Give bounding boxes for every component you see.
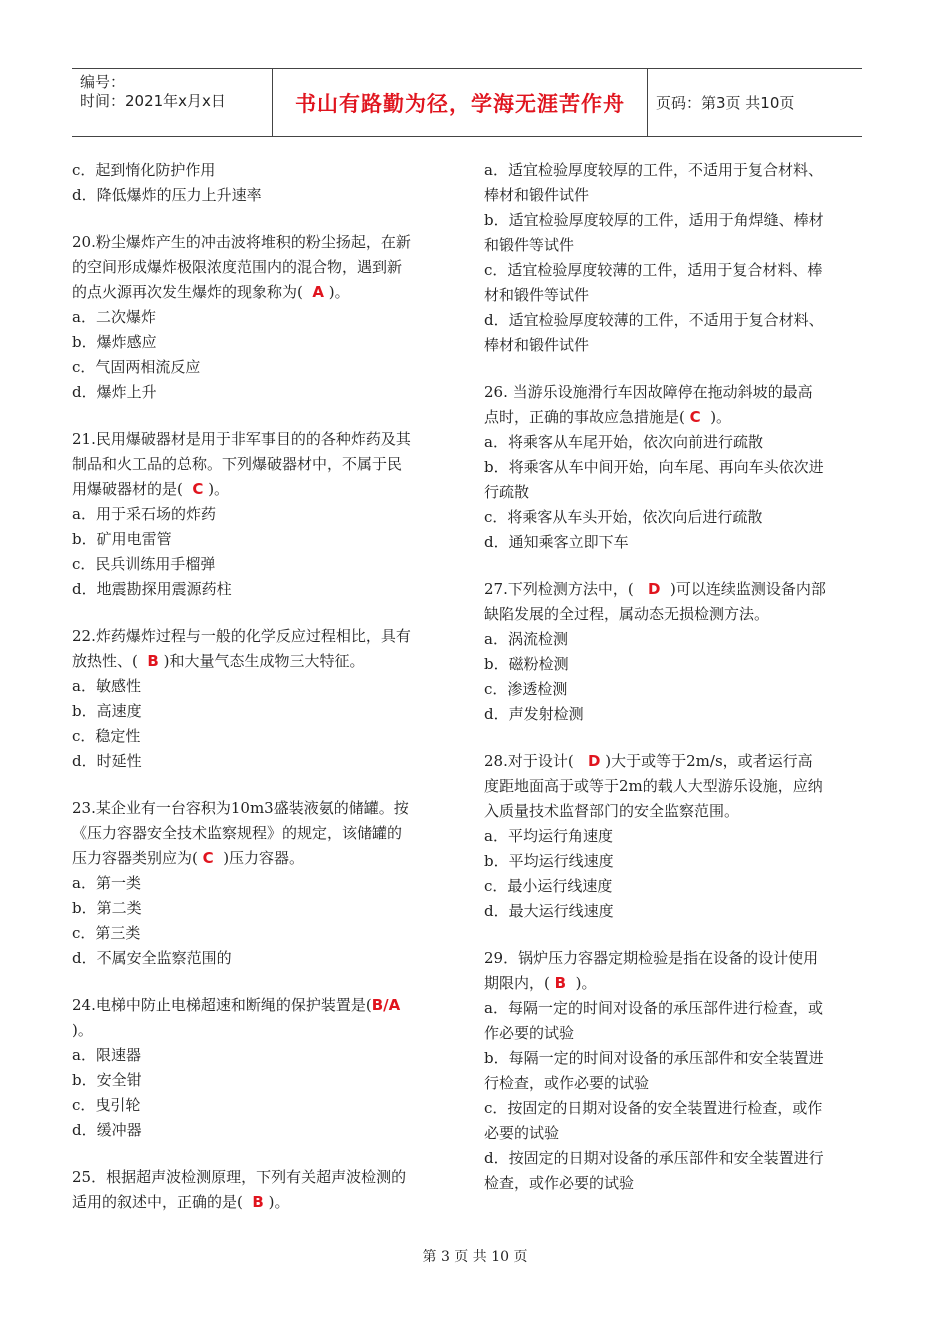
option: a．第一类 (72, 874, 141, 892)
option: c．曳引轮 (72, 1096, 141, 1114)
header-meta (72, 69, 273, 136)
answer-mark: B (252, 1193, 264, 1211)
option: c．渗透检测 (484, 680, 568, 698)
option: d．通知乘客立即下车 (484, 533, 629, 551)
option: a．敏感性 (72, 677, 141, 695)
option: c．按固定的日期对设备的安全装置进行检查，或作 (484, 1099, 823, 1117)
question-20 (72, 230, 452, 405)
answer-mark: C (192, 480, 204, 498)
question-text: 制品和火工品的总称。下列爆破器材中，不属于民 (72, 455, 403, 473)
question-text: 25．根据超声波检测原理，下列有关超声波检测的 (72, 1168, 407, 1186)
option: b．第二类 (72, 899, 142, 917)
option: d．爆炸上升 (72, 383, 157, 401)
option: b．每隔一定的时间对设备的承压部件和安全装置进 (484, 1049, 824, 1067)
option: a．将乘客从车尾开始，依次向前进行疏散 (484, 433, 763, 451)
question-21 (72, 427, 452, 602)
question-text: 26. 当游乐设施滑行车因故障停在拖动斜坡的最高 (484, 383, 813, 401)
option: d．最大运行线速度 (484, 902, 614, 920)
motto: 书山有路勤为径，学海无涯苦作舟 (295, 91, 625, 116)
option: 和锻件等试件 (484, 236, 575, 254)
question-text: 20.粉尘爆炸产生的冲击波将堆积的粉尘扬起，在新 (72, 233, 411, 251)
question-text: 27.下列检测方法中，( D )可以连续监测设备内部 (484, 580, 826, 598)
question-29 (484, 946, 864, 1196)
question-text: 29．锅炉压力容器定期检验是指在设备的设计使用 (484, 949, 819, 967)
question-text: 23.某企业有一台容积为10m3盛装液氨的储罐。按 (72, 799, 409, 817)
option: 作必要的试验 (484, 1024, 575, 1042)
option: a．适宜检验厚度较厚的工件，不适用于复合材料、 (484, 161, 823, 179)
option: 行疏散 (484, 483, 530, 501)
option: d．声发射检测 (484, 705, 584, 723)
header-motto-cell (273, 69, 648, 136)
option: a．用于采石场的炸药 (72, 505, 216, 523)
option: a．平均运行角速度 (484, 827, 613, 845)
question-text: 适用的叙述中，正确的是( B )。 (72, 1193, 290, 1211)
option: 行检查，或作必要的试验 (484, 1074, 650, 1092)
right-column (484, 158, 864, 1196)
option: c．将乘客从车头开始，依次向后进行疏散 (484, 508, 763, 526)
question-text: 《压力容器安全技术监察规程》的规定，该储罐的 (72, 824, 403, 842)
option: a．二次爆炸 (72, 308, 156, 326)
option: b．平均运行线速度 (484, 852, 614, 870)
question-22 (72, 624, 452, 774)
question-text: 28.对于设计( D )大于或等于2m/s，或者运行高 (484, 752, 813, 770)
option: b．适宜检验厚度较厚的工件，适用于角焊缝、棒材 (484, 211, 824, 229)
question-28 (484, 749, 864, 924)
option: c．民兵训练用手榴弹 (72, 555, 216, 573)
question-26 (484, 380, 864, 555)
answer-mark: B/A (371, 996, 401, 1014)
option: a．涡流检测 (484, 630, 568, 648)
question-text: )。 (72, 1021, 93, 1039)
question-text: 缺陷发展的全过程，属动态无损检测方法。 (484, 605, 770, 623)
question-text: 入质量技术监督部门的安全监察范围。 (484, 802, 740, 820)
question-text: 期限内，( B )。 (484, 974, 597, 992)
option: c．起到惰化防护作用 (72, 161, 216, 179)
question-text: 的空间形成爆炸极限浓度范围内的混合物，遇到新 (72, 258, 403, 276)
option: 检查，或作必要的试验 (484, 1174, 635, 1192)
question-text: 压力容器类别应为( C )压力容器。 (72, 849, 305, 867)
question-text: 21.民用爆破器材是用于非军事目的的各种炸药及其 (72, 430, 411, 448)
option: c．稳定性 (72, 727, 141, 745)
option: d．不属安全监察范围的 (72, 949, 232, 967)
question-24 (72, 993, 452, 1143)
option: b．安全钳 (72, 1071, 142, 1089)
option: c．最小运行线速度 (484, 877, 613, 895)
code-label: 编号： (80, 73, 126, 91)
question-23 (72, 796, 452, 971)
time-label: 时间：2021年x月x日 (80, 92, 226, 110)
option: b．矿用电雷管 (72, 530, 172, 548)
question-text: 点时，正确的事故应急措施是( C )。 (484, 408, 732, 426)
option: b．爆炸感应 (72, 333, 157, 351)
option: d．适宜检验厚度较薄的工件，不适用于复合材料、 (484, 311, 824, 329)
question-text: 22.炸药爆炸过程与一般的化学反应过程相比，具有 (72, 627, 411, 645)
option: a．限速器 (72, 1046, 141, 1064)
answer-mark: B (554, 974, 567, 992)
option: b．将乘客从车中间开始，向车尾、再向车头依次进 (484, 458, 824, 476)
question-25 (72, 1165, 452, 1215)
option: c．气固两相流反应 (72, 358, 201, 376)
option: d．地震勘探用震源药柱 (72, 580, 232, 598)
page-footer: 第 3 页 共 10 页 (422, 1249, 528, 1265)
option: d．缓冲器 (72, 1121, 142, 1139)
question-text: 24.电梯中防止电梯超速和断绳的保护装置是(B/A (72, 996, 401, 1014)
option: d．时延性 (72, 752, 142, 770)
option: c．第三类 (72, 924, 141, 942)
page-header (72, 68, 862, 137)
option: d．按固定的日期对设备的承压部件和安全装置进行 (484, 1149, 824, 1167)
question-text: 度距地面高于或等于2m的载人大型游乐设施，应纳 (484, 777, 823, 795)
question-text: 放热性、( B )和大量气态生成物三大特征。 (72, 652, 365, 670)
option: a．每隔一定的时间对设备的承压部件进行检查，或 (484, 999, 823, 1017)
question-25-options (484, 158, 864, 358)
question-text: 的点火源再次发生爆炸的现象称为( A )。 (72, 283, 350, 301)
header-page-cell (648, 69, 862, 136)
answer-mark: C (689, 408, 701, 426)
option: 材和锻件等试件 (484, 286, 590, 304)
option: 必要的试验 (484, 1124, 560, 1142)
question-text: 用爆破器材的是( C )。 (72, 480, 230, 498)
option: 棒材和锻件试件 (484, 186, 590, 204)
option: c．适宜检验厚度较薄的工件，适用于复合材料、棒 (484, 261, 823, 279)
option: b．磁粉检测 (484, 655, 569, 673)
question-27 (484, 577, 864, 727)
answer-mark: D (588, 752, 601, 770)
left-column (72, 158, 452, 1215)
option: 棒材和锻件试件 (484, 336, 590, 354)
answer-mark: D (648, 580, 661, 598)
answer-mark: A (312, 283, 325, 301)
answer-mark: C (202, 849, 214, 867)
option: b．高速度 (72, 702, 142, 720)
option: d．降低爆炸的压力上升速率 (72, 186, 262, 204)
page-label: 页码：第3页 共10页 (656, 94, 795, 112)
answer-mark: B (147, 652, 159, 670)
